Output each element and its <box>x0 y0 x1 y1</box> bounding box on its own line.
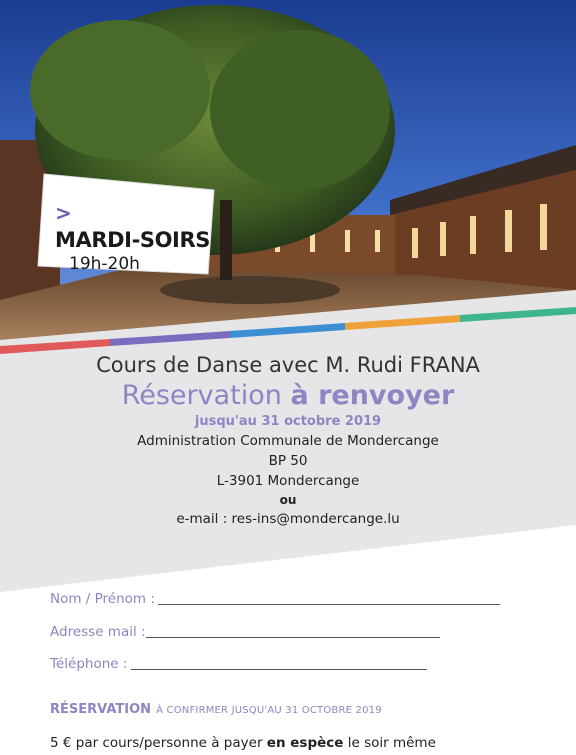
price-bold: en espèce <box>266 735 344 751</box>
deadline: jusqu'au 31 octobre 2019 <box>194 414 382 429</box>
course-title: Cours de Danse avec M. Rudi FRANA <box>96 353 480 377</box>
reservation-title-plain: Réservation <box>121 380 291 411</box>
email-label: Adresse mail : <box>50 624 146 640</box>
address-line-2: BP 50 <box>268 453 308 469</box>
band-green <box>460 307 576 322</box>
phone-label: Téléphone : <box>50 656 128 672</box>
chevron-right-icon: > <box>55 201 72 225</box>
reservation-title-bold: à renvoyer <box>290 380 455 411</box>
band-orange <box>345 315 460 330</box>
reservation-title <box>0 379 576 413</box>
price-pre: 5 € par cours/personne à payer <box>50 735 267 751</box>
reservation-heading: RÉSERVATION <box>50 702 152 717</box>
name-label: Nom / Prénom : <box>50 591 155 607</box>
email-input-line[interactable] <box>146 637 440 638</box>
email-contact: e-mail : res-ins@mondercange.lu <box>176 511 400 527</box>
color-band <box>0 288 576 358</box>
address-line-3: L-3901 Mondercange <box>216 473 360 489</box>
reservation-note <box>50 700 382 719</box>
name-input-line[interactable] <box>158 604 500 605</box>
badge-title: MARDI-SOIRS <box>55 228 210 252</box>
band-purple <box>110 331 230 346</box>
phone-input-line[interactable] <box>131 669 427 670</box>
band-blue <box>230 323 345 338</box>
price-note <box>50 734 436 752</box>
address-line-1: Administration Communale de Mondercange <box>137 433 439 449</box>
price-post: le soir même <box>343 735 436 751</box>
reservation-subtitle: À CONFIRMER JUSQU'AU 31 OCTOBRE 2019 <box>156 705 382 716</box>
badge-time: 19h-20h <box>69 254 140 274</box>
or-separator: ou <box>279 493 297 507</box>
